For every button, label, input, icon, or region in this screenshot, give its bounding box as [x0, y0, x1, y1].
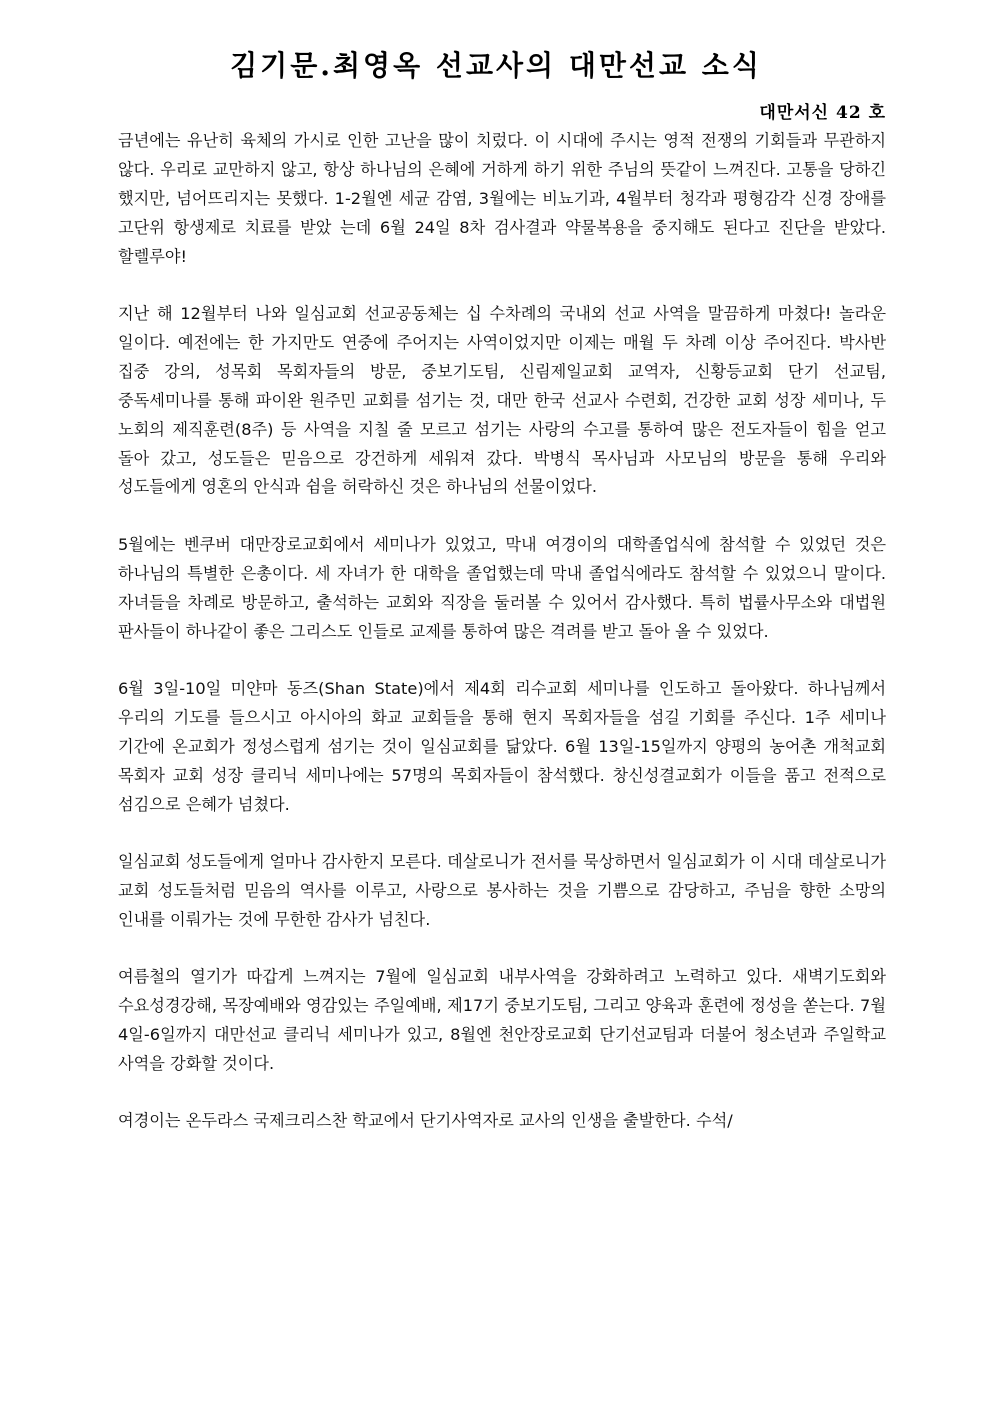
document-title: 김기문.최영옥 선교사의 대만선교 소식	[230, 49, 762, 82]
paragraph-vancouver: 5월에는 벤쿠버 대만장로교회에서 세미나가 있었고, 막내 여경이의 대학졸업식에 참석할 수 있었던 것은 하나님의 특별한 은총이다. 세 자녀가 한 대학을 졸업했는데 막내 졸업식에라도 참석할 수 있었으니 말이다. 자녀들을 차례로 방문하고, 출석하는 교회와 직장을 둘러볼 수 있어서 감사했다. 특히 법률사무소와 대법원 판사들이 하나같이 좋은 그리스도 인들로 교제를 통하여 많은 격려를 받고 돌아 올 수 있었다.	[118, 534, 886, 641]
paragraph-july-plans: 여름철의 열기가 따갑게 느껴지는 7월에 일심교회 내부사역을 강화하려고 노력하고 있다. 새벽기도회와 수요성경강해, 목장예배와 영감있는 주일예배, 제17기 중보기도팀, 그리고 양육과 훈련에 정성을 쏟는다. 7월 4일-6일까지 대만선교 클리닉 세미나가 있고, 8월엔 천안장로교회 단기선교팀과 더불어 청소년과 주일학교 사역을 강화할 것이다.	[118, 967, 886, 1073]
paragraph-gratitude: 일심교회 성도들에게 얼마나 감사한지 모른다. 데살로니가 전서를 묵상하면서 일심교회가 이 시대 데살로니가 교회 성도들처럼 믿음의 역사를 이루고, 사랑으로 봉사하는 것을 기쁨으로 감당하고, 주님을 향한 소망의 인내를 이뤄가는 것에 무한한 감사가 넘친다.	[118, 852, 886, 929]
paragraph-daughter: 여경이는 온두라스 국제크리스찬 학교에서 단기사역자로 교사의 인생을 출발한다. 수석/	[118, 1111, 733, 1131]
paragraph-myanmar: 6월 3일-10일 미얀마 동즈(Shan State)에서 제4회 리수교회 세미나를 인도하고 돌아왔다. 하나님께서 우리의 기도를 들으시고 아시아의 화교 교회들을 통해 현지 목회자들을 섬길 기회를 주신다. 1주 세미나 기간에 온교회가 정성스럽게 섬기는 것이 일심교회를 닮았다. 6월 13일-15일까지 양평의 농어촌 개척교회 목회자 교회 성장 클리닉 세미나에는 57명의 목회자들이 참석했다. 창신성결교회가 이들을 품고 전적으로 섬김으로 은혜가 넘쳤다.	[118, 679, 886, 814]
paragraph-ministries: 지난 해 12월부터 나와 일심교회 선교공동체는 십 수차례의 국내외 선교 사역을 말끔하게 마쳤다! 놀라운 일이다. 예전에는 한 가지만도 연중에 주어지는 사역이었지만 이제는 매월 두 차례 이상 주어진다. 박사반 집중 강의, 성목회 목회자들의 방문, 중보기도팀, 신림제일교회 교역자, 신황등교회 단기 선교팀, 중독세미나를 통해 파이완 원주민 교회를 섬기는 것, 대만 한국 선교사 수련회, 건강한 교회 성장 세미나, 두 노회의 제직훈련(8주) 등 사역을 지칠 줄 모르고 섬기는 사랑의 수고를 통하여 많은 전도자들이 힘을 얻고 돌아 갔고, 성도들은 믿음으로 강건하게 세워져 갔다. 박병식 목사님과 사모님의 방문을 통해 우리와 성도들에게 영혼의 안식과 쉼을 허락하신 것은 하나님의 선물이었다.	[118, 304, 886, 497]
letter-body	[118, 127, 886, 1165]
issue-number: 대만서신 42 호	[759, 103, 886, 123]
paragraph-health: 금년에는 유난히 육체의 가시로 인한 고난을 많이 치렀다. 이 시대에 주시는 영적 전쟁의 기회들과 무관하지 않다. 우리로 교만하지 않고, 항상 하나님의 은혜에 거하게 하기 위한 주님의 뜻같이 느껴진다. 고통을 당하긴 했지만, 넘어뜨리지는 못했다. 1-2월엔 세균 감염, 3월에는 비뇨기과, 4월부터 청각과 평형감각 신경 장애를 고단위 항생제로 치료를 받았 는데 6월 24일 8차 검사결과 약물복용을 중지해도 된다고 진단을 받았다. 할렐루야!	[118, 131, 886, 266]
